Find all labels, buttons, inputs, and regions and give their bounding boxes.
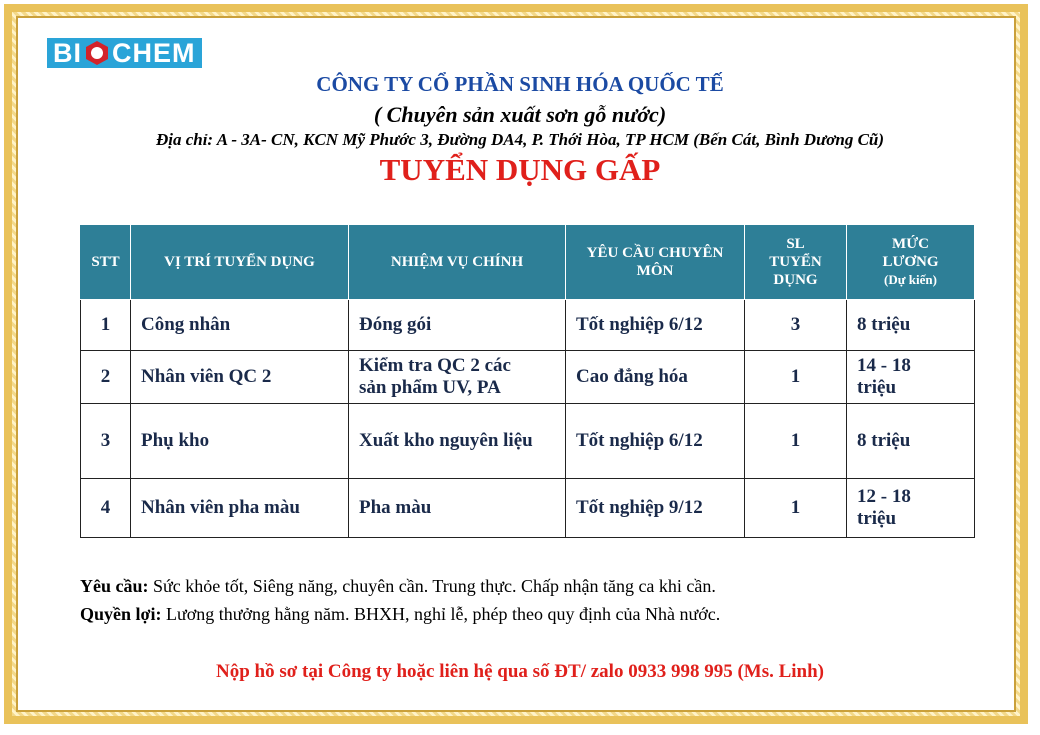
table-row [81,351,975,404]
cell-duty: Pha màu [349,479,566,538]
table-row [81,404,975,479]
requirements-label: Yêu cầu: [80,576,149,596]
header-requirement: YÊU CẦU CHUYÊN MÔN [566,225,745,300]
cell-stt: 4 [81,479,131,538]
cell-quantity: 3 [745,300,847,351]
job-table [80,224,975,538]
benefits-note [80,604,720,625]
cell-stt: 1 [81,300,131,351]
benefits-text: Lương thưởng hằng năm. BHXH, nghỉ lễ, phép theo quy định của Nhà nước. [161,604,721,624]
page-title: TUYỂN DỤNG GẤP [379,152,661,187]
cell-requirement: Tốt nghiệp 6/12 [566,300,745,351]
cell-quantity: 1 [745,479,847,538]
cell-quantity: 1 [745,351,847,404]
requirements-text: Sức khỏe tốt, Siêng năng, chuyên cần. Trung thực. Chấp nhận tăng ca khi cần. [148,576,716,596]
cell-duty: Kiểm tra QC 2 các sản phẩm UV, PA [349,351,566,404]
header-position: VỊ TRÍ TUYỂN DỤNG [131,225,349,300]
cell-position: Nhân viên pha màu [131,479,349,538]
cell-salary: 12 - 18 triệu [847,479,975,538]
table-row [81,479,975,538]
header-duty: NHIỆM VỤ CHÍNH [349,225,566,300]
company-name: CÔNG TY CỔ PHẦN SINH HÓA QUỐC TẾ [316,72,724,96]
cell-requirement: Tốt nghiệp 9/12 [566,479,745,538]
header-salary: MỨC LƯƠNG (Dự kiến) [847,225,975,300]
header-quantity: SL TUYỂN DỤNG [745,225,847,300]
cell-duty: Đóng gói [349,300,566,351]
cell-position: Phụ kho [131,404,349,479]
table-header-row [81,225,975,300]
cell-salary: 8 triệu [847,404,975,479]
logo-text-left: BI [53,38,82,68]
cell-stt: 3 [81,404,131,479]
cell-position: Nhân viên QC 2 [131,351,349,404]
cell-requirement: Tốt nghiệp 6/12 [566,404,745,479]
company-address: Địa chỉ: A - 3A- CN, KCN Mỹ Phước 3, Đường DA4, P. Thới Hòa, TP HCM (Bến Cát, Bình Dương Cũ) [155,130,885,149]
cell-salary: 8 triệu [847,300,975,351]
cell-position: Công nhân [131,300,349,351]
cell-stt: 2 [81,351,131,404]
cell-requirement: Cao đẳng hóa [566,351,745,404]
table-row [81,300,975,351]
cell-quantity: 1 [745,404,847,479]
cell-salary: 14 - 18 triệu [847,351,975,404]
biochem-logo [47,38,202,68]
benefits-label: Quyền lợi: [80,604,162,624]
company-subtitle: ( Chuyên sản xuất sơn gỗ nước) [373,102,667,127]
logo-text-right: CHEM [112,38,196,68]
cell-duty: Xuất kho nguyên liệu [349,404,566,479]
contact-info: Nộp hồ sơ tại Công ty hoặc liên hệ qua số ĐT/ zalo 0933 998 995 (Ms. Linh) [215,661,825,682]
hexagon-logo-icon [84,40,110,66]
requirements-note [80,576,716,597]
header-stt: STT [81,225,131,300]
